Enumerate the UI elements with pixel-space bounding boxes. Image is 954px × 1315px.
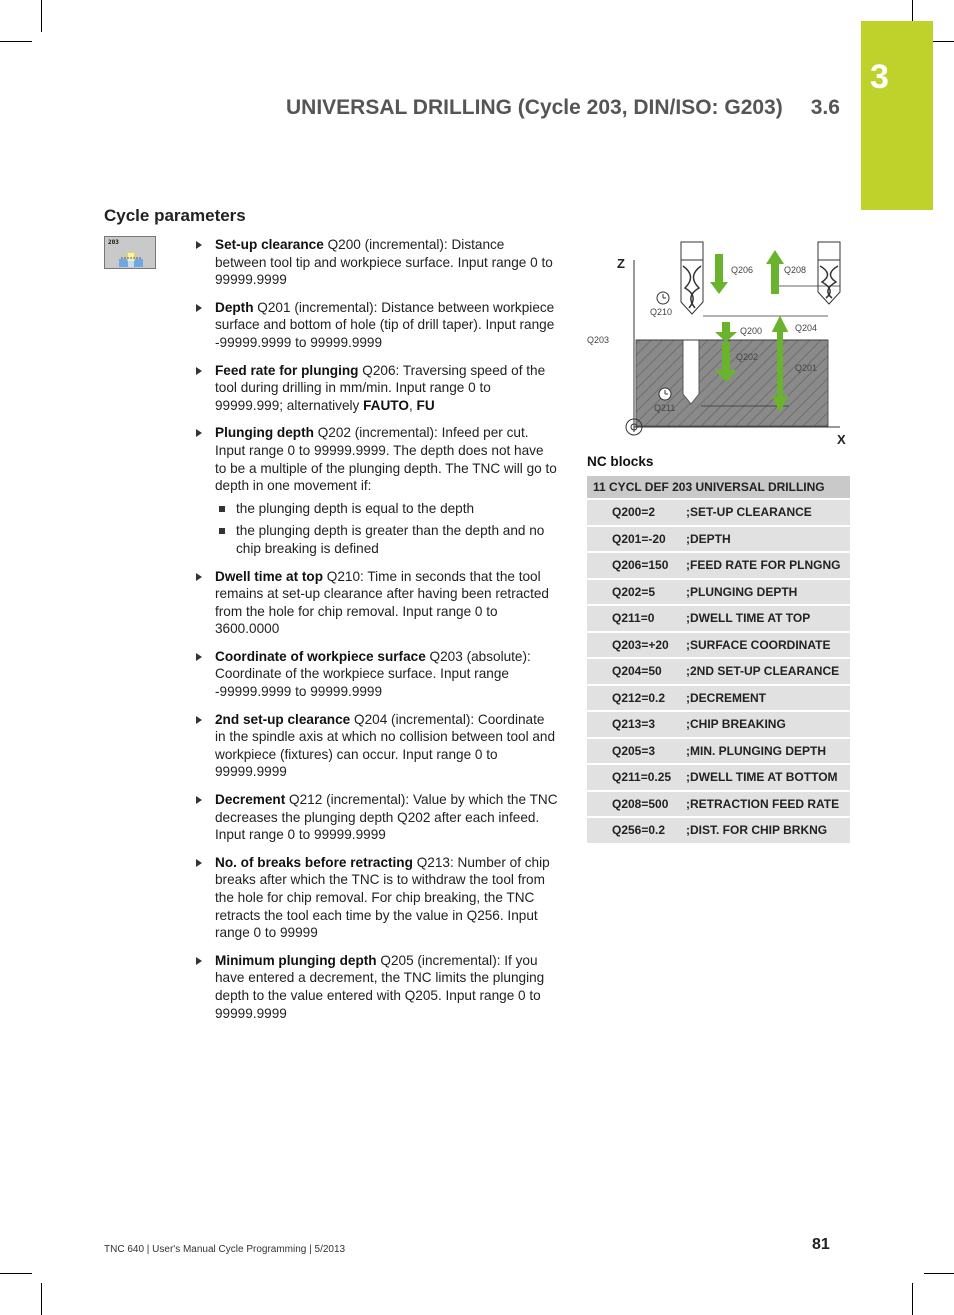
table-row [587,633,850,658]
nc-code: Q256=0.2 [612,823,666,837]
nc-code: Q203=+20 [612,637,669,652]
nc-code: Q204=50 [612,664,662,678]
crop-mark [41,1283,42,1315]
param-desc: Q203 (absolute): Coordinate of the workpiece surface. Input range -99999.9999 to 99999.9999 [215,648,531,700]
table-row [587,580,850,605]
nc-blocks-table [587,476,850,845]
bullet-triangle-icon [196,241,202,249]
nc-comment: ;DWELL TIME AT BOTTOM [686,770,838,784]
nc-comment: ;SET-UP CLEARANCE [686,505,812,519]
feed-down-arrow [710,254,728,294]
section-heading: Cycle parameters [104,206,246,225]
table-row [587,765,850,790]
page-header [286,96,846,120]
param-desc: Q206: Traversing speed of the tool during drilling in mm/min. Input range 0 to 99999.999; alternatively [215,362,546,413]
nc-comment: ;CHIP BREAKING [686,717,786,731]
crop-mark [912,1283,913,1315]
param-name: Set-up clearance [215,237,324,252]
nc-comment: ;FEED RATE FOR PLNGNG [686,558,841,572]
table-row [587,606,850,631]
bullet-triangle-icon [196,367,202,375]
param-option: FU [416,397,435,413]
bullet-square-icon [219,528,225,534]
param-desc: Q210: Time in seconds that the tool remains at set-up clearance after having been retracted from the hole for chip removal. Input range 0 to 3600.0000 [215,568,549,637]
param-feed-rate-plunging [196,362,558,415]
table-row [587,527,850,552]
table-row [587,500,850,525]
param-name: Decrement [215,792,286,808]
param-option: FAUTO [363,397,409,413]
param-breaks-before-retracting [196,854,558,942]
nc-comment: ;SURFACE COORDINATE [686,637,831,652]
sub-item [215,500,558,518]
chapter-tab [861,21,933,210]
bullet-triangle-icon [196,429,202,437]
param-name: Feed rate for plunging [215,362,359,378]
table-row [587,659,850,684]
bullet-triangle-icon [196,796,202,804]
param-desc: Q212 (incremental): Value by which the TNC decreases the plunging depth Q202 after each infeed. Input range 0 to 99999.9999 [215,792,558,843]
softkey-label: 203 [108,239,119,246]
param-name: Dwell time at top [215,568,324,584]
cycle-203-softkey-icon [104,236,156,269]
param-name: Minimum plunging depth [215,952,377,968]
dwell-top-clock-icon [657,292,669,304]
q210-label: Q210 [650,307,673,317]
bullet-triangle-icon [196,957,202,965]
drill-symbol-icon [105,237,157,270]
nc-table-header: 11 CYCL DEF 203 UNIVERSAL DRILLING [587,476,850,498]
bullet-triangle-icon [196,304,202,312]
param-name: No. of breaks before retracting [215,854,413,870]
nc-code: Q200=2 [612,505,656,519]
bullet-triangle-icon [196,716,202,724]
workpiece-block [636,340,828,426]
q208-label: Q208 [784,265,807,275]
nc-comment: ;2ND SET-UP CLEARANCE [686,664,840,678]
nc-code: Q206=150 [612,558,669,572]
q206-label: Q206 [731,265,754,275]
param-name: 2nd set-up clearance [215,711,351,727]
param-plunging-depth [196,424,558,557]
nc-code: Q208=500 [612,796,669,811]
header-title: UNIVERSAL DRILLING (Cycle 203, DIN/ISO: G203) [286,96,783,119]
param-name: Coordinate of workpiece surface [215,648,426,664]
crop-mark [0,1273,32,1274]
nc-comment: ;PLUNGING DEPTH [686,584,798,599]
drill-tool-right-icon [818,242,840,304]
table-row [587,818,850,843]
bullet-triangle-icon [196,653,202,661]
nc-code: Q201=-20 [612,531,666,546]
bullet-triangle-icon [196,859,202,867]
nc-comment: ;RETRACTION FEED RATE [686,796,840,811]
table-row [587,553,850,578]
header-section: 3.6 [810,96,840,119]
sub-item [215,522,558,557]
nc-comment: ;DECREMENT [686,690,766,705]
q203-label: Q203 [587,335,610,345]
nc-code: Q211=0.25 [612,770,672,784]
footer-text: TNC 640 | User's Manual Cycle Programming | 5/2013 [104,1244,346,1255]
param-desc: Q204 (incremental): Coordinate in the spindle axis at which no collision between tool and workpiece (fixtures) can occur. Input range 0 to 99999.9999 [215,711,556,780]
q200-label: Q200 [740,326,763,336]
param-2nd-setup-clearance [196,711,558,781]
q211-label: Q211 [654,403,676,413]
z-axis-label: Z [617,256,625,271]
param-min-plunging-depth [196,952,558,1022]
param-name: Plunging depth [215,425,314,441]
nc-code: Q212=0.2 [612,690,666,705]
param-separator: , [408,397,417,413]
drilling-cycle-diagram [585,236,850,450]
table-row [587,792,850,817]
sub-item-text: the plunging depth is greater than the depth and no chip breaking is defined [236,523,545,556]
sub-item-text: the plunging depth is equal to the depth [236,500,475,516]
nc-comment: ;DWELL TIME AT TOP [686,611,811,625]
crop-mark [41,0,42,32]
param-decrement [196,791,558,844]
nc-comment: ;DIST. FOR CHIP BRKNG [686,823,828,837]
q202-label: Q202 [736,352,759,362]
param-desc: Q200 (incremental): Distance between tool tip and workpiece surface. Input range 0 to 99999.9999 [215,237,553,288]
nc-code: Q205=3 [612,743,656,758]
bullet-square-icon [219,506,225,512]
param-desc: Q202 (incremental): Infeed per cut. Input range 0 to 99999.9999. The depth does not have to be a multiple of the plunging depth. The TNC will go to depth in one movement if: [215,425,557,494]
q201-label: Q201 [795,363,818,373]
param-depth [196,299,558,352]
param-dwell-time-top [196,568,558,638]
retract-up-arrow [766,250,784,294]
crop-mark [924,1273,954,1274]
param-desc: Q213: Number of chip breaks after which the TNC is to withdraw the tool from the hole for chip removal. For chip breaking, the TNC retracts the tool each time by the value in Q256. Input range 0 to 99999 [215,854,550,941]
param-desc: Q201 (incremental): Distance between workpiece surface and bottom of hole (tip of drill taper). Input range -99999.9999 to 99999.9999 [215,299,555,350]
nc-code: Q202=5 [612,584,656,599]
setup-clearance-arrow [715,322,737,342]
nc-blocks-heading: NC blocks [587,454,654,469]
param-setup-clearance [196,236,558,289]
x-axis-label: X [837,432,846,447]
nc-comment: ;DEPTH [686,531,731,546]
drilled-hole [683,340,699,404]
crop-mark [0,41,32,42]
chapter-number: 3 [870,58,889,96]
bullet-triangle-icon [196,573,202,581]
parameter-list [196,236,558,1032]
nc-code: Q213=3 [612,717,656,731]
dwell-bottom-clock-icon [659,388,671,400]
table-row [587,712,850,737]
q204-label: Q204 [795,323,818,333]
drill-tool-left-icon [681,242,703,314]
param-workpiece-surface [196,648,558,701]
table-row [587,686,850,711]
param-name: Depth [215,299,254,315]
nc-code: Q211=0 [612,611,655,625]
table-row [587,739,850,764]
sub-list [215,500,558,558]
param-desc: Q205 (incremental): If you have entered a decrement, the TNC limits the plunging depth to the value entered with Q205. Input range 0 to 99999.9999 [215,952,545,1021]
page-number: 81 [812,1236,830,1253]
nc-comment: ;MIN. PLUNGING DEPTH [686,743,826,758]
